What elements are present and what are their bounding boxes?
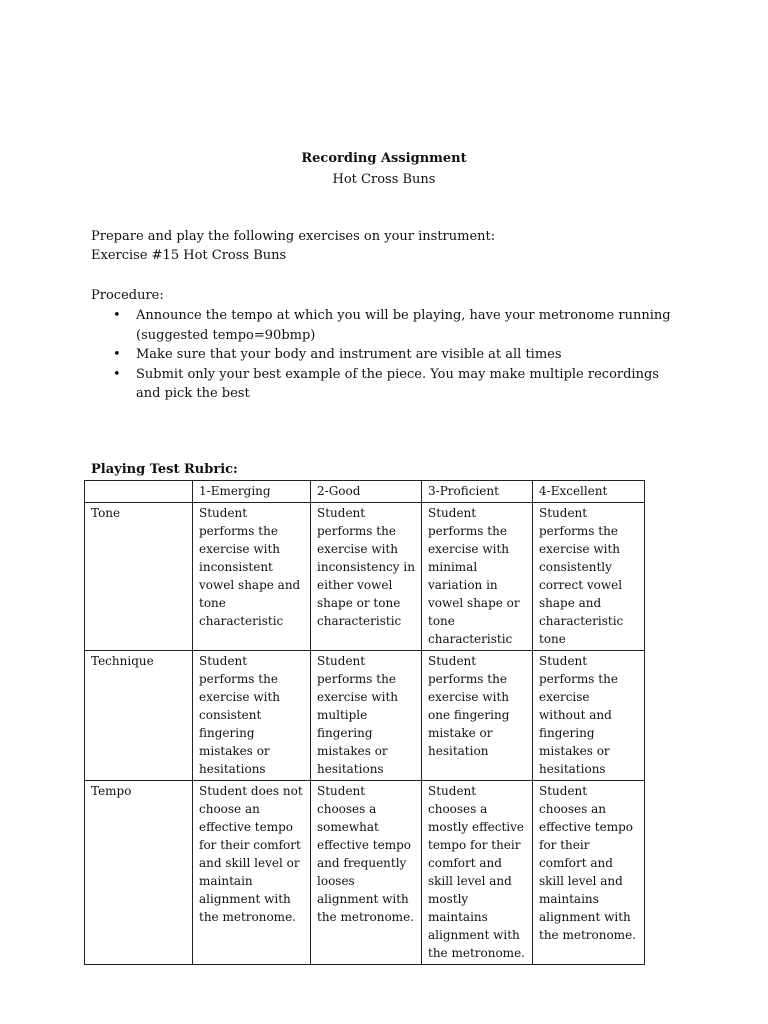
rubric-row-label: Tone — [85, 503, 193, 651]
bullet-icon: • — [113, 308, 121, 323]
rubric-cell: Student chooses a somewhat effective tempo and frequently looses alignment with the metronome. — [311, 781, 422, 965]
procedure-label: Procedure: — [91, 288, 164, 303]
bullet-icon: • — [113, 366, 121, 382]
exercise-line: Exercise #15 Hot Cross Buns — [91, 248, 287, 263]
bullet-icon: • — [113, 347, 121, 362]
procedure-item-text: Make sure that your body and instrument are visible at all times — [136, 347, 562, 362]
rubric-cell: Student does not choose an effective tempo for their comfort and skill level or maintain alignment with the metronome. — [193, 781, 311, 965]
rubric-cell: Student chooses a mostly effective tempo for their comfort and skill level and mostly maintains alignment with the metronome. — [422, 781, 533, 965]
rubric-header-row — [85, 481, 645, 503]
rubric-cell: Student performs the exercise with minimal variation in vowel shape or tone characteristic — [422, 503, 533, 651]
rubric-row-tempo — [85, 781, 645, 965]
rubric-row-label: Technique — [85, 651, 193, 781]
procedure-list — [91, 306, 681, 404]
rubric-row-technique — [85, 651, 645, 781]
rubric-heading: Playing Test Rubric: — [91, 462, 238, 477]
procedure-item — [91, 306, 681, 345]
rubric-cell: Student performs the exercise with inconsistent vowel shape and tone characteristic — [193, 503, 311, 651]
rubric-header-cell: 3-Proficient — [422, 481, 533, 503]
document-title: Recording Assignment — [301, 151, 467, 166]
rubric-row-label: Tempo — [85, 781, 193, 965]
procedure-item-text: Submit only your best example of the piece. You may make multiple recordings and pick the best — [136, 366, 659, 401]
rubric-cell: Student chooses an effective tempo for their comfort and skill level and maintains alignment with the metronome. — [533, 781, 645, 965]
rubric-cell: Student performs the exercise with inconsistency in either vowel shape or tone characteristic — [311, 503, 422, 651]
procedure-item-text: Announce the tempo at which you will be playing, have your metronome running (suggested tempo=90bmp) — [136, 308, 671, 343]
rubric-cell: Student performs the exercise with consistent fingering mistakes or hesitations — [193, 651, 311, 781]
rubric-cell: Student performs the exercise without and fingering mistakes or hesitations — [533, 651, 645, 781]
rubric-row-tone — [85, 503, 645, 651]
rubric-cell: Student performs the exercise with consistently correct vowel shape and characteristic tone — [533, 503, 645, 651]
rubric-cell: Student performs the exercise with one fingering mistake or hesitation — [422, 651, 533, 781]
rubric-header-cell: 4-Excellent — [533, 481, 645, 503]
rubric-header-cell: 1-Emerging — [193, 481, 311, 503]
rubric-header-cell — [85, 481, 193, 503]
rubric-header-cell: 2-Good — [311, 481, 422, 503]
rubric-table — [84, 480, 645, 965]
intro-line: Prepare and play the following exercises on your instrument: — [91, 229, 496, 244]
rubric-cell: Student performs the exercise with multiple fingering mistakes or hesitations — [311, 651, 422, 781]
procedure-item — [91, 345, 681, 365]
document-subtitle: Hot Cross Buns — [332, 172, 436, 187]
procedure-item — [91, 365, 681, 404]
